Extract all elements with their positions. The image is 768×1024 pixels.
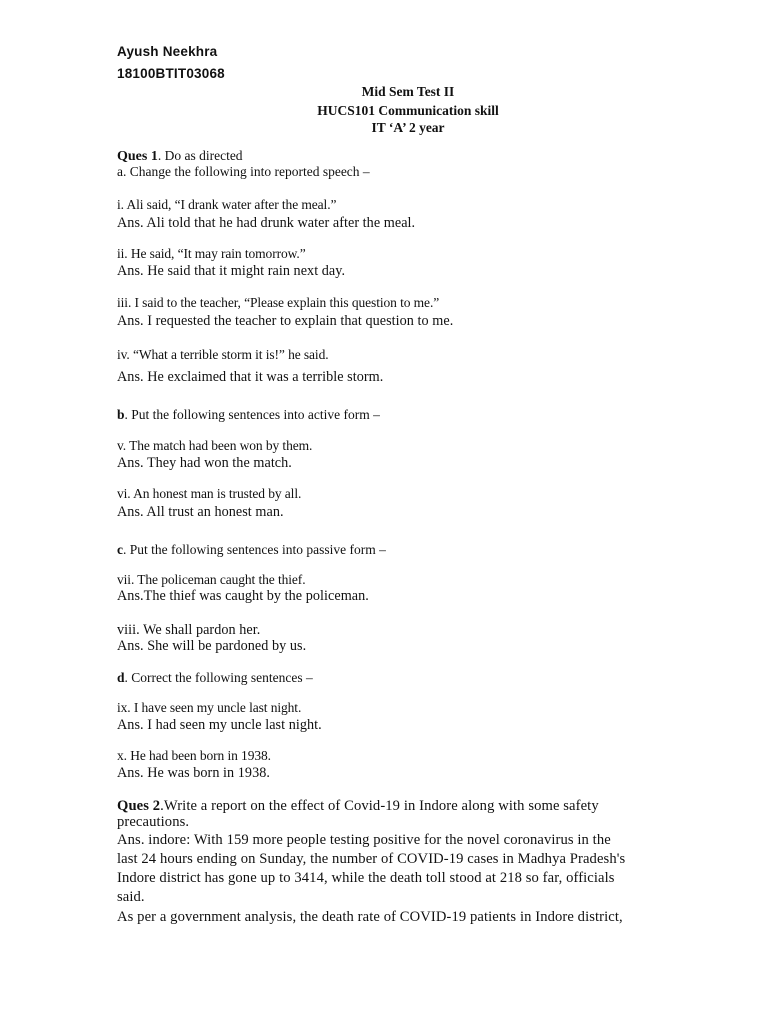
answer-vi: Ans. All trust an honest man.: [117, 504, 284, 520]
answer-2-line-5: As per a government analysis, the death rate of COVID-19 patients in Indore district,: [117, 909, 623, 925]
exam-title: Mid Sem Test II: [361, 84, 455, 99]
question-ii: ii. He said, “It may rain tomorrow.”: [117, 246, 306, 261]
answer-v: Ans. They had won the match.: [117, 455, 292, 471]
answer-2-line-1: Ans. indore: With 159 more people testing positive for the novel coronavirus in the: [117, 832, 611, 848]
answer-2-line-2: last 24 hours ending on Sunday, the number of COVID-19 cases in Madhya Pradesh's: [117, 851, 626, 867]
student-name: Ayush Neekhra: [117, 44, 218, 59]
section-c-text: . Put the following sentences into passive form –: [123, 542, 386, 557]
question-2-text-line-1: .Write a report on the effect of Covid-19 in Indore along with some safety: [160, 798, 599, 814]
section-b-heading: [117, 407, 380, 423]
section-d-heading: [117, 670, 313, 686]
question-viii: viii. We shall pardon her.: [117, 622, 261, 638]
answer-ix: Ans. I had seen my uncle last night.: [117, 717, 322, 733]
question-i: i. Ali said, “I drank water after the meal.”: [117, 197, 337, 212]
course-title: HUCS101 Communication skill: [317, 103, 499, 118]
question-v: v. The match had been won by them.: [117, 438, 313, 453]
question-iv: iv. “What a terrible storm it is!” he said.: [117, 347, 329, 362]
answer-vii: Ans.The thief was caught by the policeman.: [117, 588, 369, 604]
question-x: x. He had been born in 1938.: [117, 748, 271, 763]
answer-i: Ans. Ali told that he had drunk water after the meal.: [117, 215, 416, 231]
question-2-label: Ques 2: [117, 798, 161, 814]
question-iii: iii. I said to the teacher, “Please explain this question to me.”: [117, 295, 440, 310]
class-info: IT ‘A’ 2 year: [371, 120, 445, 135]
section-a-heading: a. Change the following into reported speech –: [117, 164, 370, 179]
section-c-letter: c: [117, 542, 123, 557]
question-1-heading: [117, 148, 243, 165]
answer-viii: Ans. She will be pardoned by us.: [117, 638, 307, 654]
student-roll-number: 18100BTIT03068: [117, 66, 225, 81]
answer-iii: Ans. I requested the teacher to explain that question to me.: [117, 313, 454, 329]
answer-iv: Ans. He exclaimed that it was a terrible storm.: [117, 369, 384, 385]
section-d-letter: d: [117, 670, 125, 685]
section-b-letter: b: [117, 407, 125, 422]
section-c-heading: [117, 542, 386, 558]
answer-ii: Ans. He said that it might rain next day.: [117, 263, 346, 279]
answer-2-line-3: Indore district has gone up to 3414, while the death toll stood at 218 so far, officials: [117, 870, 615, 886]
question-vi: vi. An honest man is trusted by all.: [117, 486, 302, 501]
question-2-heading: [117, 798, 599, 815]
question-1-instruction: . Do as directed: [157, 148, 243, 163]
answer-x: Ans. He was born in 1938.: [117, 765, 270, 781]
question-2-text-line-2: precautions.: [117, 814, 190, 830]
question-vii: vii. The policeman caught the thief.: [117, 572, 306, 587]
question-1-label: Ques 1: [117, 149, 158, 164]
question-ix: ix. I have seen my uncle last night.: [117, 700, 302, 715]
answer-2-line-4: said.: [117, 889, 145, 905]
section-d-text: . Correct the following sentences –: [124, 670, 313, 685]
section-b-text: . Put the following sentences into active form –: [124, 407, 380, 422]
